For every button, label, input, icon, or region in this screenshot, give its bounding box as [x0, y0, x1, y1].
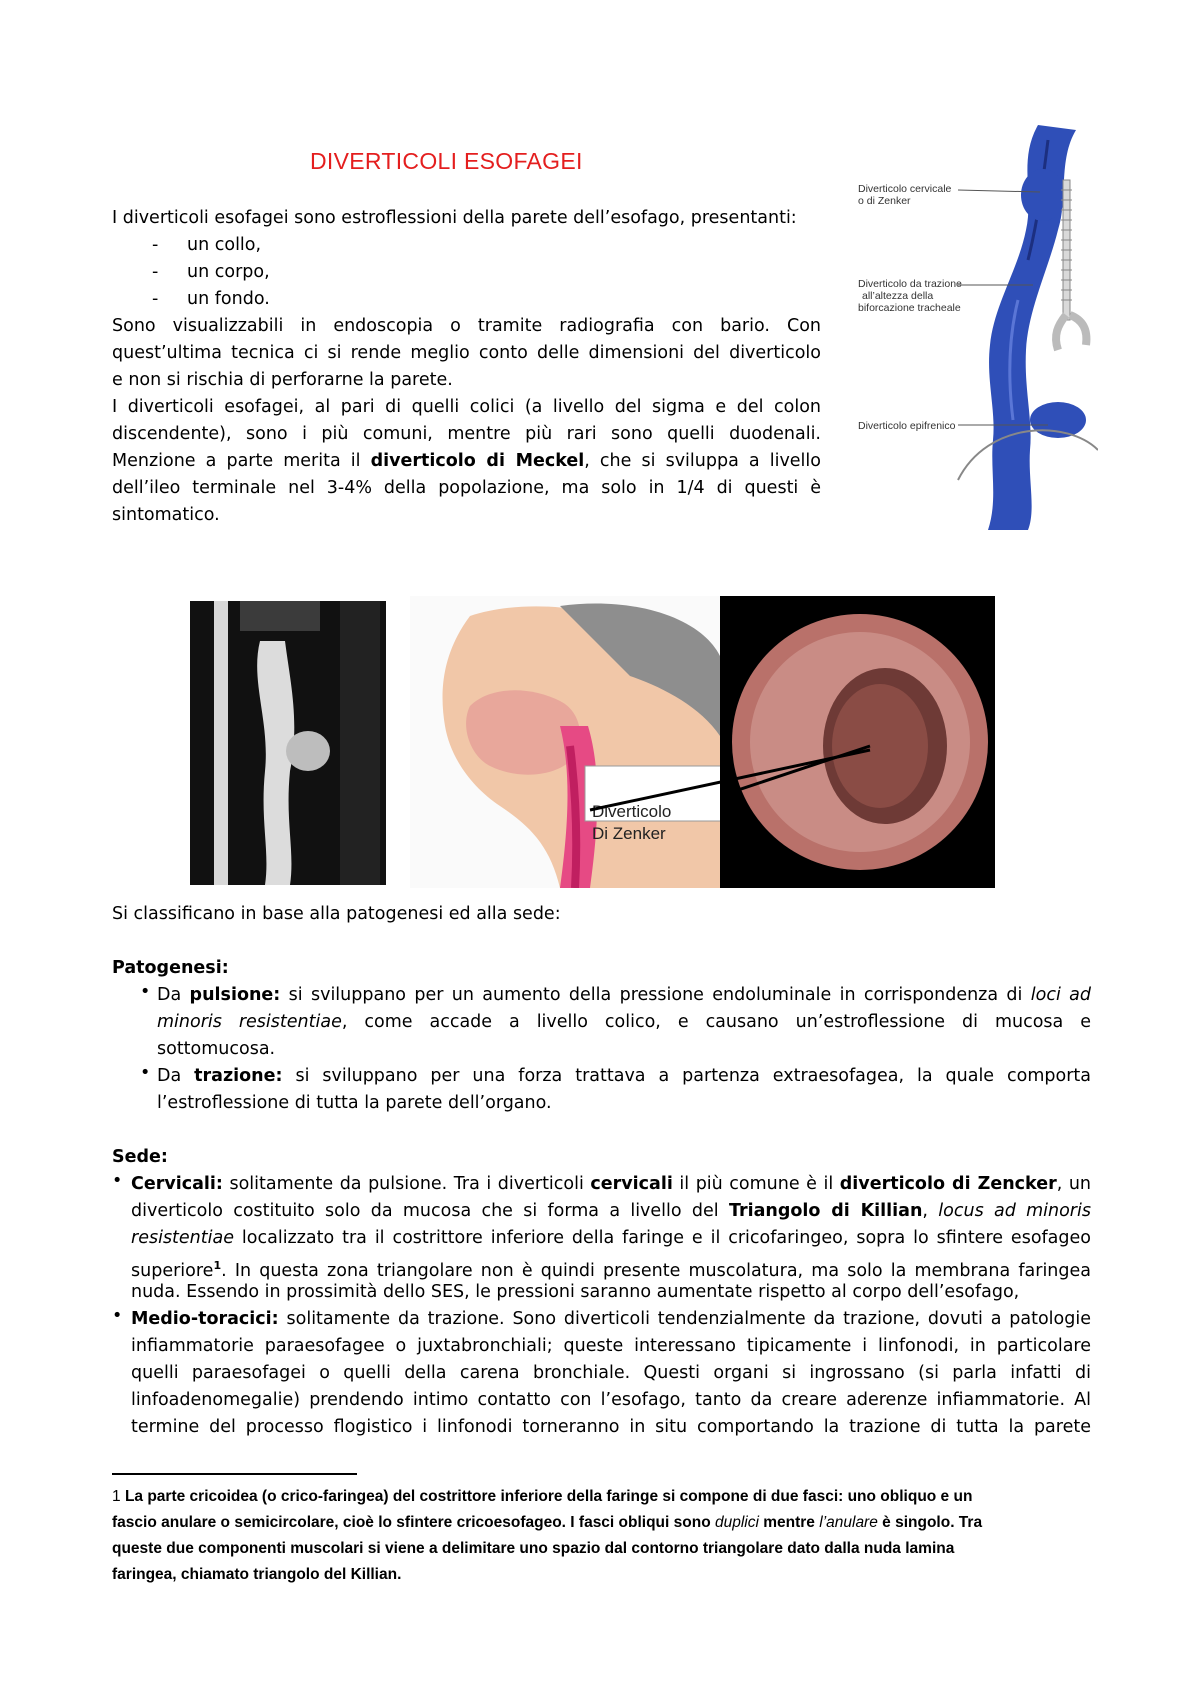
paragraph-line: Da pulsione: si sviluppano per un aumento della pressione endoluminale in corrispondenza di loci ad [157, 985, 1091, 1005]
paragraph-line: termine del processo flogistico i linfonodi torneranno in situ comportando la trazione di tutta la parete [131, 1417, 1091, 1437]
footnote-line: queste due componenti muscolari si viene a delimitare uno spazio dal contorno triangolare dato dalla nuda lamina [112, 1540, 955, 1557]
paragraph-line: superiore$^1$. In questa zona triangolare non è quindi presente muscolatura, ma solo la membrana faringea [131, 1259, 1091, 1281]
xray-drawing [190, 601, 386, 885]
sede-heading: Sede: [112, 1147, 168, 1167]
list-item: - [152, 235, 159, 255]
paragraph-line: Medio-toracici: solitamente da trazione. Sono diverticoli tendenzialmente da trazione, dovuti a patologie [131, 1309, 1091, 1329]
paragraph-line: sottomucosa. [157, 1039, 276, 1059]
annotation-epiphrenic: Diverticolo epifrenico [858, 420, 956, 432]
annotation-cervical: Diverticolo cervicale o di Zenker [858, 183, 952, 207]
meckel-term: diverticolo di Meckel [370, 451, 585, 471]
paragraph-line: sintomatico. [112, 505, 220, 525]
paragraph-line: l’estroflessione di tutta la parete dell’organo. [157, 1093, 552, 1113]
list-item: - [152, 262, 159, 282]
paragraph-line: Sono visualizzabili in endoscopia o tramite radiografia con bario. Con [112, 316, 821, 336]
page-title: DIVERTICOLI ESOFAGEI [310, 148, 583, 174]
paragraph-line: dell’ileo terminale nel 3-4% della popolazione, ma solo in 1/4 di questi è [112, 478, 821, 498]
footnote-line: faringea, chiamato triangolo del Killian. [112, 1566, 402, 1583]
footnote-ref[interactable]: 1 [213, 1259, 222, 1272]
footnote-separator [112, 1473, 357, 1475]
bullet: • [112, 1171, 123, 1191]
list-item: - [152, 289, 159, 309]
footnote-line: fascio anulare o semicircolare, cioè lo sfintere cricoesofageo. I fasci obliqui sono duplici mentre l’anulare è singolo. Tra [112, 1514, 983, 1531]
intro-line: I diverticoli esofagei sono estroflessioni della parete dell’esofago, presentanti: [112, 208, 797, 228]
paragraph-line: quest’ultima tecnica ci si rende meglio conto delle dimensioni del diverticolo [112, 343, 821, 363]
paragraph-line: nuda. Essendo in prossimità dello SES, le pressioni saranno aumentate rispetto al corpo dell’esofago, [131, 1282, 1020, 1302]
paragraph-line: discendente), sono i più comuni, mentre più rari sono quelli duodenali. [112, 424, 821, 444]
list-item-text: un fondo. [187, 289, 270, 309]
paragraph-line: I diverticoli esofagei, al pari di quelli colici (a livello del sigma e del colon [112, 397, 821, 417]
zenker-label: Diverticolo Di Zenker [592, 802, 672, 843]
paragraph-line: Da trazione: si sviluppano per una forza trattava a partenza extraesofagea, la quale comporta [157, 1066, 1091, 1086]
paragraph-line: linfoadenomegalie) prendendo intimo contatto con l’esofago, tanto da creare aderenze infiammatorie. Al [131, 1390, 1091, 1410]
footnote-line: 1 La parte cricoidea (o crico-faringea) del costrittore inferiore della faringe si compone di due fasci: uno obliquo e un [112, 1488, 973, 1505]
patogenesi-heading: Patogenesi: [112, 958, 229, 978]
bullet: • [140, 1063, 151, 1083]
list-item-text: un corpo, [187, 262, 270, 282]
list-item-text: un collo, [187, 235, 262, 255]
paragraph-line: e non si rischia di perforarne la parete. [112, 370, 453, 390]
esophagus-diagram [858, 120, 1098, 530]
paragraph-line: Menzione a parte merita il diverticolo di Meckel, che si sviluppa a livello [112, 451, 821, 471]
paragraph-line: quelli paraesofagei o quelli della carena bronchiale. Questi organi si ingrossano (si parla infatti di [131, 1363, 1091, 1383]
bullet: • [140, 982, 151, 1002]
esophagus-drawing [858, 120, 1098, 530]
paragraph-line: infiammatorie paraesofagee o juxtabronchiali; queste interessano tipicamente i linfonodi, in particolare [131, 1336, 1091, 1356]
zenker-pointer-line [580, 740, 880, 820]
annotation-traction: Diverticolo da trazione all’altezza della biforcazione tracheale [858, 278, 962, 314]
paragraph-line: diverticolo costituito solo da mucosa che si forma a livello del Triangolo di Killian, locus ad minoris [131, 1201, 1091, 1221]
paragraph-line: resistentiae localizzato tra il costrittore inferiore della faringe e il cricofaringeo, sopra lo sfintere esofageo [131, 1228, 1091, 1248]
xray-image [190, 601, 386, 885]
bullet: • [112, 1306, 123, 1326]
classification-line: Si classificano in base alla patogenesi ed alla sede: [112, 904, 561, 924]
paragraph-line: minoris resistentiae, come accade a livello colico, e causano un’estroflessione di mucosa e [157, 1012, 1091, 1032]
paragraph-line: Cervicali: solitamente da pulsione. Tra i diverticoli cervicali il più comune è il diverticolo di Zencker, un [131, 1174, 1092, 1194]
